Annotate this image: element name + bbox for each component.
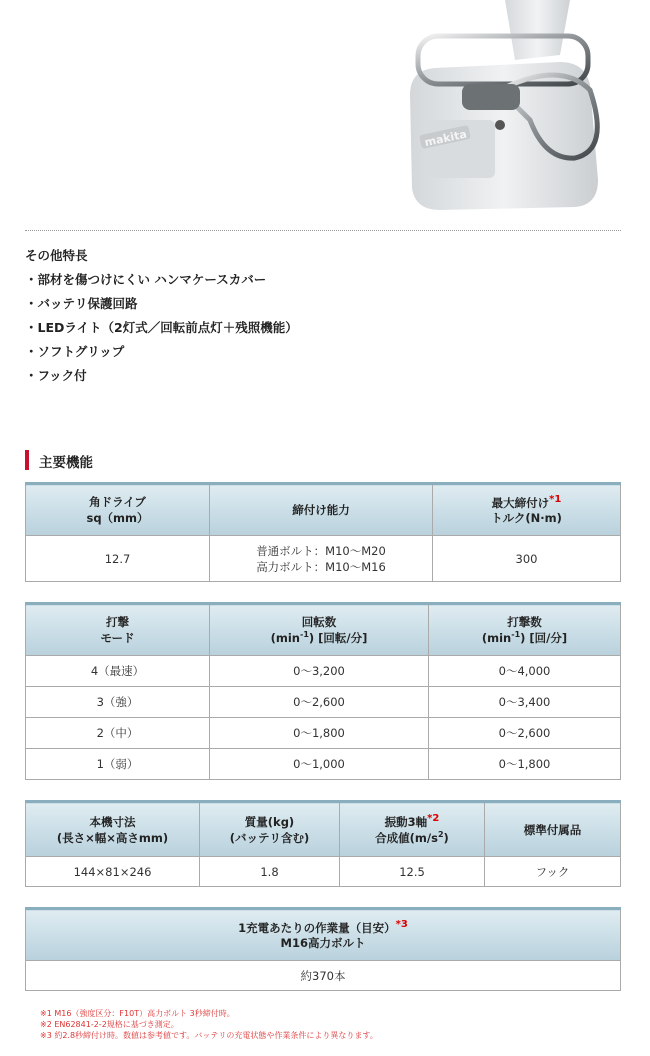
table-cell: 300	[433, 536, 621, 582]
footnote: ※2 EN62841-2-2規格に基づき測定。	[40, 1020, 179, 1029]
footnote: ※3 約2.8秒締付け時。数値は参考値です。バッテリの充電状態や作業条件により異なります。	[40, 1031, 378, 1040]
section-title: 主要機能	[39, 455, 93, 471]
spec-table-dimensions	[25, 800, 621, 887]
features-list	[25, 244, 298, 388]
table-cell: 1.8	[200, 857, 340, 887]
feature-item: ・フック付	[25, 368, 87, 383]
table-header-cell: 最大締付け*1 トルク(N·m)	[433, 484, 621, 536]
table-row	[26, 857, 621, 887]
spec-table-workload	[25, 907, 621, 991]
table-cell: 0〜2,600	[429, 718, 621, 749]
table-cell: 0〜1,800	[429, 749, 621, 780]
footnote: ※1 M16（強度区分：F10T）高力ボルト 3秒締付時。	[40, 1009, 235, 1018]
table-cell: 約370本	[26, 961, 621, 991]
svg-text:makita: makita	[423, 127, 468, 150]
feature-item: ・ソフトグリップ	[25, 344, 125, 359]
features-title: その他特長	[25, 248, 88, 263]
table-cell: フック	[485, 857, 621, 887]
footnote-marker: *2	[427, 813, 440, 825]
divider	[25, 230, 621, 231]
impact-wrench-hook-illustration	[0, 0, 650, 226]
table-cell: 0〜3,400	[429, 687, 621, 718]
table-header-cell: 本機寸法 (長さ×幅×高さmm)	[26, 802, 200, 857]
product-image	[0, 0, 650, 226]
table-cell: 0〜1,000	[210, 749, 429, 780]
table-row	[26, 749, 621, 780]
table-header-row	[26, 909, 621, 961]
table-row	[26, 718, 621, 749]
table-cell: 1（弱）	[26, 749, 210, 780]
table-row	[26, 687, 621, 718]
table-cell: 12.7	[26, 536, 210, 582]
section-accent-bar	[25, 450, 29, 470]
table-cell: 12.5	[340, 857, 485, 887]
footnote-marker: *3	[395, 918, 408, 930]
footnote-marker: *1	[549, 493, 562, 505]
table-header-cell: 締付け能力	[210, 484, 433, 536]
spec-table-torque	[25, 482, 621, 582]
table-header-row	[26, 604, 621, 656]
table-row	[26, 536, 621, 582]
table-cell: 0〜1,800	[210, 718, 429, 749]
table-header-cell: 標準付属品	[485, 802, 621, 857]
feature-item: ・部材を傷つけにくい ハンマケースカバー	[25, 272, 267, 287]
table-row	[26, 961, 621, 991]
table-cell: 3（強）	[26, 687, 210, 718]
table-header-cell: 角ドライブ sq（mm）	[26, 484, 210, 536]
table-cell: 0〜2,600	[210, 687, 429, 718]
table-cell: 0〜3,200	[210, 656, 429, 687]
table-header-cell: 回転数 $(\min^{-1})$ [回転/分]	[210, 604, 429, 656]
feature-item: ・LEDライト（2灯式／回転前点灯＋残照機能）	[25, 320, 298, 335]
table-header-cell: 1充電あたりの作業量（目安）*3 M16高力ボルト	[26, 909, 621, 961]
table-header-cell: 打撃 モード	[26, 604, 210, 656]
table-cell: 2（中）	[26, 718, 210, 749]
table-cell: 4（最速）	[26, 656, 210, 687]
table-row	[26, 656, 621, 687]
table-header-cell: 打撃数 $(\min^{-1})$ [回/分]	[429, 604, 621, 656]
section-heading	[25, 450, 621, 472]
feature-item: ・バッテリ保護回路	[25, 296, 138, 311]
table-header-cell: 質量(kg) (バッテリ含む)	[200, 802, 340, 857]
table-cell: 普通ボルト：M10〜M20 高力ボルト：M10〜M16	[210, 536, 433, 582]
table-cell: 144×81×246	[26, 857, 200, 887]
footnotes	[40, 1008, 378, 1041]
table-header-row	[26, 802, 621, 857]
table-header-cell: 振動3軸*2 合成値$(m/s^2)$	[340, 802, 485, 857]
spec-table-speed	[25, 602, 621, 780]
table-header-row	[26, 484, 621, 536]
table-cell: 0〜4,000	[429, 656, 621, 687]
